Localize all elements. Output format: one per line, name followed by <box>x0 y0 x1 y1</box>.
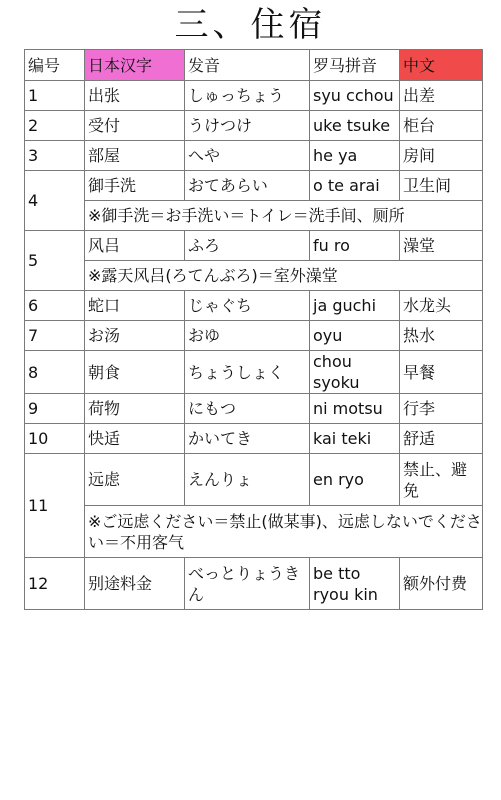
row-number: 3 <box>25 141 85 171</box>
row-chinese: 水龙头 <box>400 291 483 321</box>
row-number: 7 <box>25 321 85 351</box>
row-number: 6 <box>25 291 85 321</box>
table-row <box>25 558 483 610</box>
row-number: 1 <box>25 81 85 111</box>
row-number: 10 <box>25 424 85 454</box>
row-kana: かいてき <box>185 424 310 454</box>
header-romaji: 罗马拼音 <box>310 50 400 81</box>
row-kana: おてあらい <box>185 171 310 201</box>
table-note-row <box>25 201 483 231</box>
row-number: 5 <box>25 231 85 291</box>
row-kanji: 朝食 <box>85 351 185 394</box>
row-kana: おゆ <box>185 321 310 351</box>
row-romaji: uke tsuke <box>310 111 400 141</box>
row-kanji: 蛇口 <box>85 291 185 321</box>
row-chinese: 舒适 <box>400 424 483 454</box>
row-kana: ちょうしょく <box>185 351 310 394</box>
row-note: ※露天风吕(ろてんぶろ)＝室外澡堂 <box>85 261 483 291</box>
row-romaji: chou syoku <box>310 351 400 394</box>
row-romaji: ni motsu <box>310 394 400 424</box>
table-note-row <box>25 261 483 291</box>
row-kanji: 快适 <box>85 424 185 454</box>
table-header-row <box>25 50 483 81</box>
table-row <box>25 231 483 261</box>
row-number: 11 <box>25 454 85 558</box>
row-note: ※ご远虑ください＝禁止(做某事)、远虑しないでください＝不用客气 <box>85 506 483 558</box>
row-chinese: 额外付费 <box>400 558 483 610</box>
row-kana: にもつ <box>185 394 310 424</box>
row-number: 4 <box>25 171 85 231</box>
header-chinese: 中文 <box>400 50 483 81</box>
table-row <box>25 141 483 171</box>
row-romaji: syu cchou <box>310 81 400 111</box>
row-note: ※御手洗＝お手洗い＝トイレ＝洗手间、厕所 <box>85 201 483 231</box>
row-chinese: 柜台 <box>400 111 483 141</box>
table-note-row <box>25 506 483 558</box>
row-kana: べっとりょうきん <box>185 558 310 610</box>
row-romaji: en ryo <box>310 454 400 506</box>
row-chinese: 澡堂 <box>400 231 483 261</box>
row-chinese: 卫生间 <box>400 171 483 201</box>
row-kanji: お汤 <box>85 321 185 351</box>
table-row <box>25 424 483 454</box>
row-romaji: kai teki <box>310 424 400 454</box>
row-number: 8 <box>25 351 85 394</box>
row-kanji: 远虑 <box>85 454 185 506</box>
row-kanji: 出张 <box>85 81 185 111</box>
row-number: 12 <box>25 558 85 610</box>
table-row <box>25 291 483 321</box>
row-kana: へや <box>185 141 310 171</box>
row-romaji: o te arai <box>310 171 400 201</box>
row-kanji: 受付 <box>85 111 185 141</box>
header-kanji: 日本汉字 <box>85 50 185 81</box>
row-romaji: oyu <box>310 321 400 351</box>
row-kana: うけつけ <box>185 111 310 141</box>
page-title: 三、住宿 <box>174 5 327 45</box>
row-romaji: be tto ryou kin <box>310 558 400 610</box>
row-chinese: 出差 <box>400 81 483 111</box>
row-number: 9 <box>25 394 85 424</box>
row-romaji: fu ro <box>310 231 400 261</box>
header-pronunciation: 发音 <box>185 50 310 81</box>
row-chinese: 早餐 <box>400 351 483 394</box>
table-row <box>25 111 483 141</box>
row-kana: えんりょ <box>185 454 310 506</box>
row-number: 2 <box>25 111 85 141</box>
row-chinese: 房间 <box>400 141 483 171</box>
row-kana: しゅっちょう <box>185 81 310 111</box>
row-chinese: 行李 <box>400 394 483 424</box>
row-kanji: 别途料金 <box>85 558 185 610</box>
row-kana: ふろ <box>185 231 310 261</box>
row-chinese: 热水 <box>400 321 483 351</box>
row-kana: じゃぐち <box>185 291 310 321</box>
row-kanji: 部屋 <box>85 141 185 171</box>
row-kanji: 御手洗 <box>85 171 185 201</box>
table-row <box>25 351 483 394</box>
row-romaji: he ya <box>310 141 400 171</box>
row-chinese: 禁止、避免 <box>400 454 483 506</box>
header-number: 编号 <box>25 50 85 81</box>
table-row <box>25 81 483 111</box>
row-romaji: ja guchi <box>310 291 400 321</box>
table-row <box>25 394 483 424</box>
table-row <box>25 454 483 506</box>
table-row <box>25 321 483 351</box>
vocabulary-table <box>24 49 483 610</box>
row-kanji: 荷物 <box>85 394 185 424</box>
table-row <box>25 171 483 201</box>
row-kanji: 风吕 <box>85 231 185 261</box>
